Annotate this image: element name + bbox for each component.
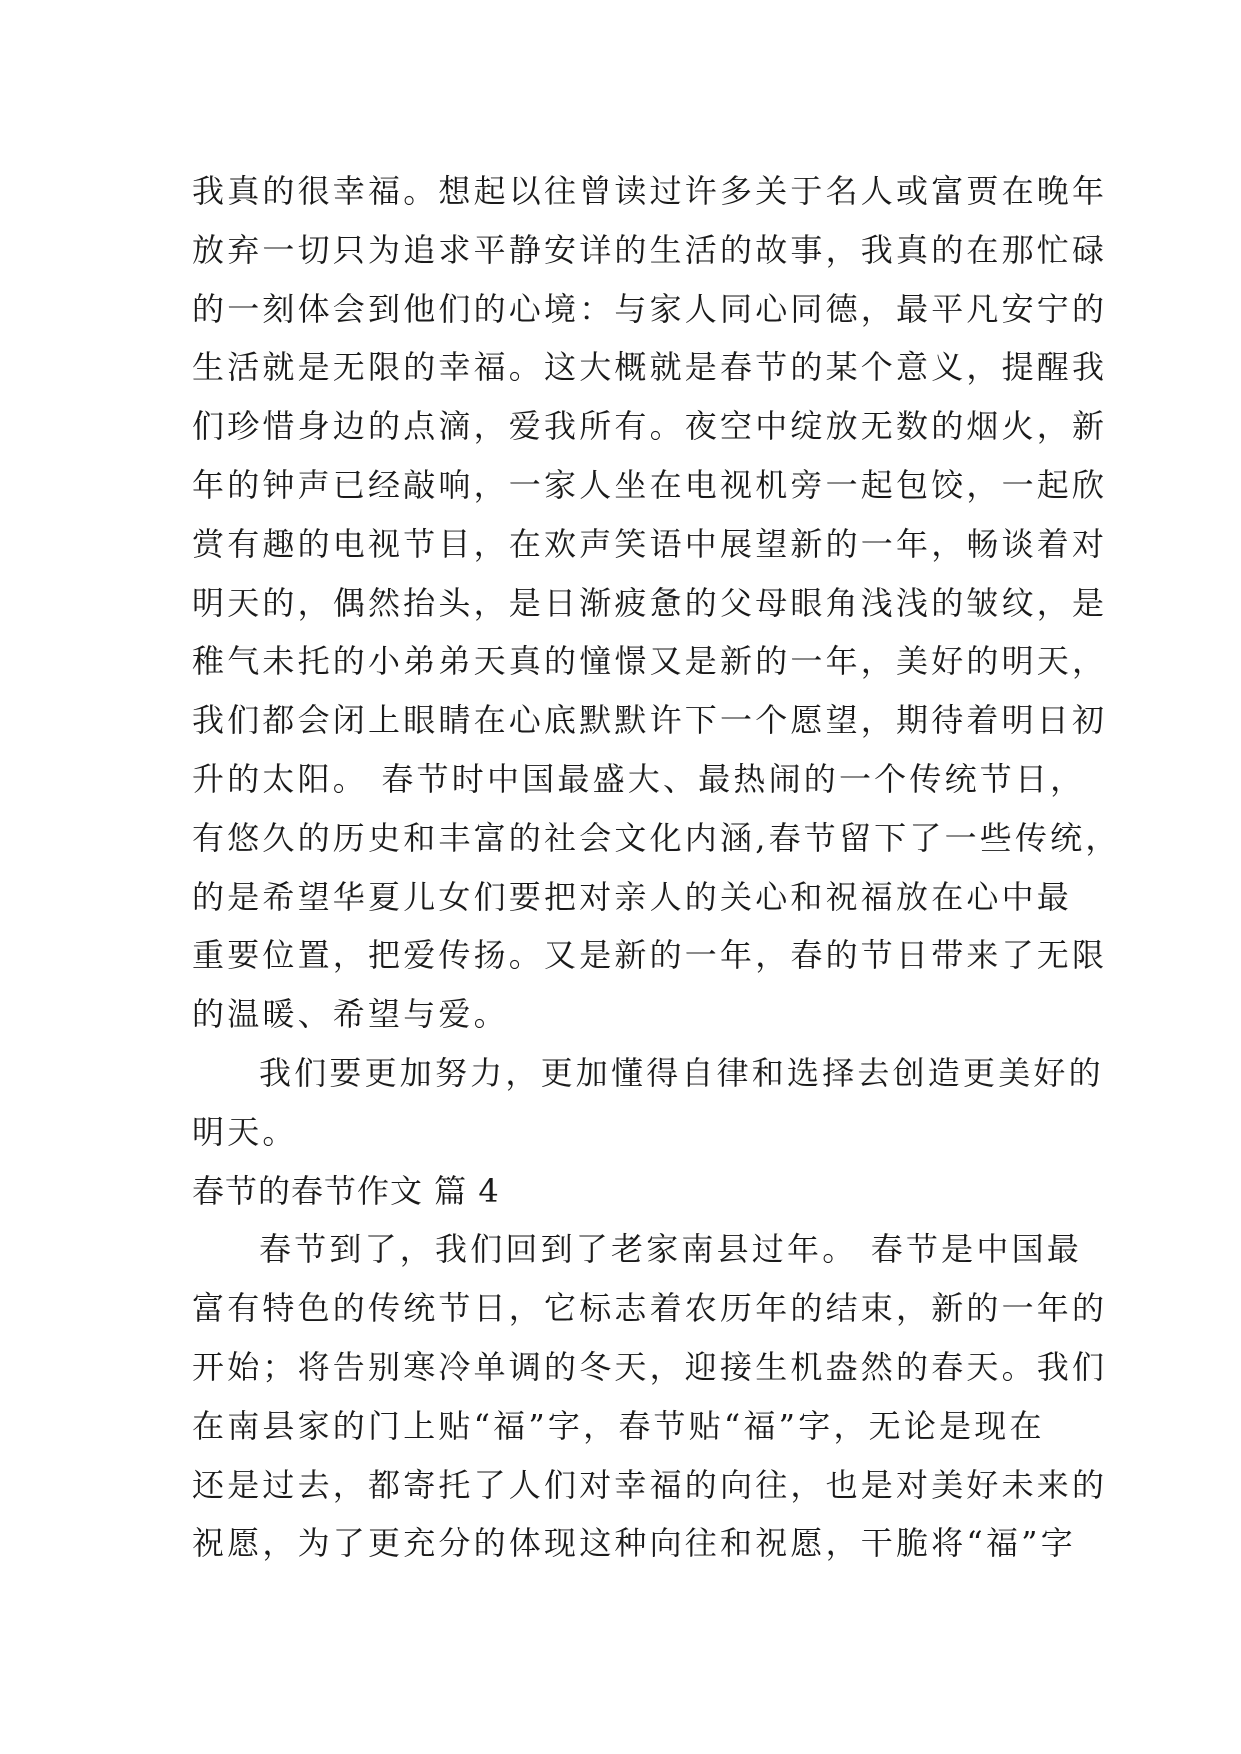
- text-line: 富有特色的传统节日，它标志着农历年的结束，新的一年的: [192, 1289, 1108, 1328]
- text-line: 稚气未托的小弟弟天真的憧憬又是新的一年，美好的明天，: [192, 642, 1108, 681]
- text-line: 赏有趣的电视节目，在欢声笑语中展望新的一年，畅谈着对: [192, 524, 1108, 563]
- text-line: 开始；将告别寒冷单调的冬天，迎接生机盎然的春天。我们: [192, 1347, 1108, 1386]
- paragraph-1: [192, 162, 1121, 1044]
- text-line: 还是过去，都寄托了人们对幸福的向往，也是对美好未来的: [192, 1465, 1108, 1504]
- paragraph-2: [192, 1044, 1104, 1162]
- text-line: 祝愿，为了更充分的体现这种向往和祝愿，干脆将“福”字: [192, 1524, 1076, 1563]
- text-line: 的一刻体会到他们的心境：与家人同心同德，最平凡安宁的: [192, 289, 1108, 328]
- document-body: [192, 162, 1121, 1573]
- text-line: 明天的，偶然抬头，是日渐疲惫的父母眼角浅浅的皱纹，是: [192, 583, 1108, 622]
- text-line: 的温暖、希望与爱。: [192, 995, 509, 1034]
- text-line: 生活就是无限的幸福。这大概就是春节的某个意义，提醒我: [192, 348, 1108, 387]
- text-line: 我们都会闭上眼睛在心底默默许下一个愿望，期待着明日初: [192, 701, 1108, 740]
- text-line: 明天。: [192, 1112, 298, 1151]
- paragraph-3: [192, 1220, 1108, 1573]
- text-line: 我们要更加努力，更加懂得自律和选择去创造更美好的: [259, 1053, 1104, 1092]
- text-line: 春节到了，我们回到了老家南县过年。 春节是中国最: [259, 1230, 1082, 1269]
- text-line: 在南县家的门上贴“福”字，春节贴“福”字，无论是现在: [192, 1406, 1045, 1445]
- text-line: 们珍惜身边的点滴，爱我所有。夜空中绽放无数的烟火，新: [192, 407, 1108, 446]
- text-line: 放弃一切只为追求平静安详的生活的故事，我真的在那忙碌: [192, 230, 1108, 269]
- text-line: 的是希望华夏儿女们要把对亲人的关心和祝福放在心中最: [192, 877, 1073, 916]
- text-line: 年的钟声已经敲响，一家人坐在电视机旁一起包饺，一起欣: [192, 465, 1108, 504]
- text-line: 我真的很幸福。想起以往曾读过许多关于名人或富贾在晚年: [192, 172, 1108, 210]
- text-line: 升的太阳。 春节时中国最盛大、最热闹的一个传统节日，: [192, 759, 1086, 798]
- text-line: 重要位置，把爱传扬。又是新的一年，春的节日带来了无限: [192, 936, 1108, 975]
- section-heading: 春节的春节作文 篇 4: [192, 1171, 500, 1210]
- text-line: 有悠久的历史和丰富的社会文化内涵,春节留下了一些传统，: [192, 818, 1121, 857]
